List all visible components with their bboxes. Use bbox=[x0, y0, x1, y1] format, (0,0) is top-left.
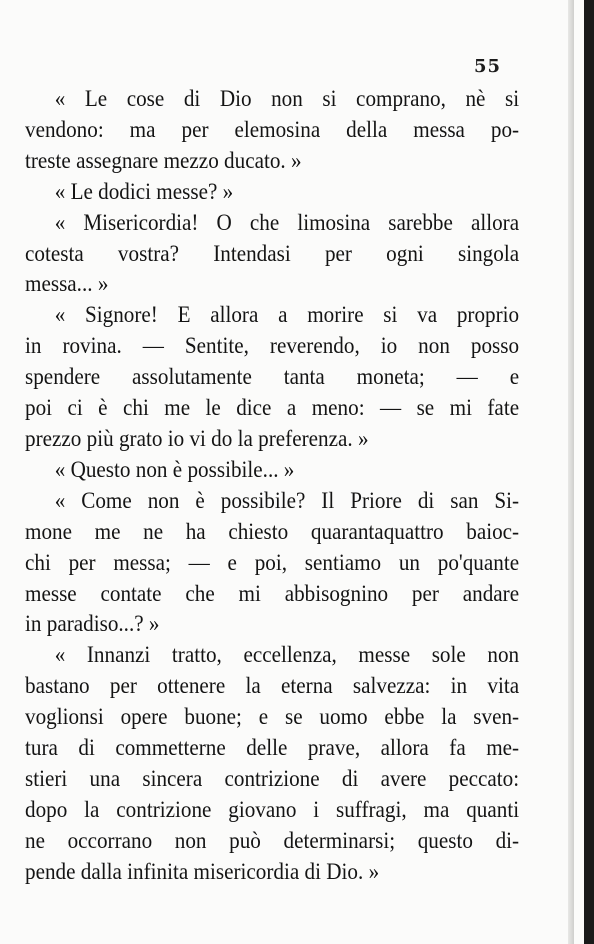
text-line: « Come non è possibile? Il Priore di san Si- bbox=[54, 487, 520, 514]
text-line: ne occorrano non può determinarsi; questo di- bbox=[25, 827, 520, 854]
text-line: prezzo più grato io vi do la preferenza. » bbox=[25, 425, 369, 452]
text-line: pende dalla infinita misericordia di Dio. » bbox=[25, 858, 380, 885]
page-edge bbox=[568, 0, 574, 944]
text-line: in rovina. — Sentite, reverendo, io non posso bbox=[25, 333, 520, 360]
text-line: « Signore! E allora a morire si va proprio bbox=[54, 302, 520, 329]
text-line: voglionsi opere buone; e se uomo ebbe la sven- bbox=[25, 704, 520, 731]
text-line: « Questo non è possibile... » bbox=[54, 456, 295, 483]
text-line: bastano per ottenere la eterna salvezza: in vita bbox=[25, 673, 520, 700]
text-line: « Innanzi tratto, eccellenza, messe sole non bbox=[54, 642, 520, 669]
page-number: 55 bbox=[474, 56, 502, 77]
text-line: spendere assolutamente tanta moneta; — e bbox=[25, 364, 520, 391]
text-line: poi ci è chi me le dice a meno: — se mi fate bbox=[25, 395, 520, 422]
text-line: mone me ne ha chiesto quarantaquattro baioc- bbox=[25, 518, 520, 545]
text-line: stieri una sincera contrizione di avere peccato: bbox=[25, 765, 520, 792]
text-line: chi per messa; — e poi, sentiamo un po'quante bbox=[25, 549, 520, 576]
text-line: in paradiso...? » bbox=[25, 611, 160, 638]
text-line: treste assegnare mezzo ducato. » bbox=[25, 147, 302, 174]
text-line: « Le dodici messe? » bbox=[54, 178, 234, 205]
text-line: « Le cose di Dio non si comprano, nè si bbox=[54, 86, 520, 112]
text-line: cotesta vostra? Intendasi per ogni singola bbox=[25, 240, 520, 267]
text-line: tura di commetterne delle prave, allora fa me- bbox=[25, 735, 520, 762]
text-line: messa... » bbox=[25, 271, 109, 298]
text-line: messe contate che mi abbisognino per andare bbox=[25, 580, 520, 607]
text-line: vendono: ma per elemosina della messa po- bbox=[25, 116, 520, 143]
text-line: dopo la contrizione giovano i suffragi, ma quanti bbox=[25, 796, 520, 823]
text-line: « Misericordia! O che limosina sarebbe allora bbox=[54, 209, 520, 236]
body-text bbox=[25, 84, 519, 888]
